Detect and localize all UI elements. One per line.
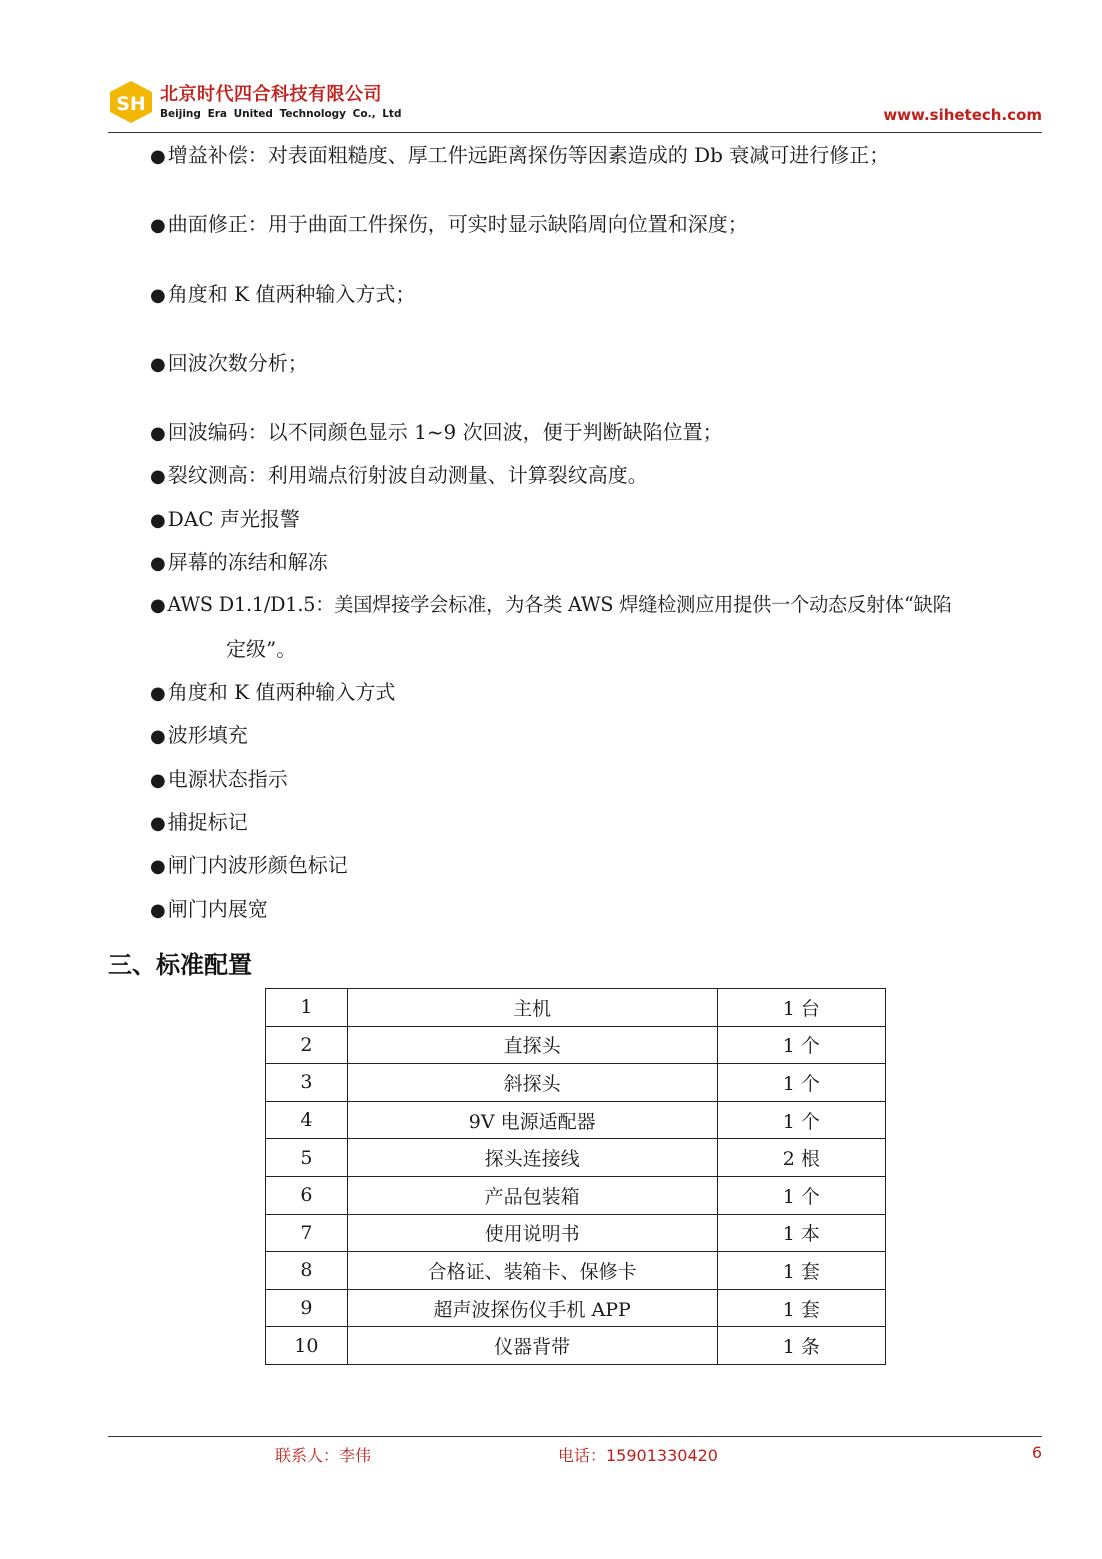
footer-contact: 联系人：李伟 [275,1446,372,1465]
item-quantity: 1 个 [717,1026,885,1064]
item-name: 主机 [347,989,717,1027]
item-name: 9V 电源适配器 [347,1101,717,1139]
bullet-icon: ● [150,215,166,236]
table-row [266,1101,886,1139]
row-number: 7 [266,1214,348,1252]
bullet-icon: ● [150,354,166,375]
table-row [266,1289,886,1327]
table-row [266,1139,886,1177]
company-logo-icon [108,80,154,124]
row-number: 9 [266,1289,348,1327]
item-name: 探头连接线 [347,1139,717,1177]
feature-item: ● 回波编码：以不同颜色显示 1~9 次回波，便于判断缺陷位置； [150,420,723,444]
logo-text: SH [116,93,146,115]
bullet-icon: ● [150,553,166,574]
row-number: 10 [266,1327,348,1365]
feature-item: ● AWS D1.1/D1.5：美国焊接学会标准，为各类 AWS 焊缝检测应用提供一个动态反射体“缺陷 [150,593,952,616]
bullet-icon: ● [150,510,166,531]
feature-item: ● 电源状态指示 [150,767,288,791]
item-quantity: 1 个 [717,1101,885,1139]
feature-item: ● 裂纹测高：利用端点衍射波自动测量、计算裂纹高度。 [150,463,648,487]
feature-item: ● 屏幕的冻结和解冻 [150,550,328,574]
bullet-icon: ● [150,423,166,444]
row-number: 1 [266,989,348,1027]
item-name: 仪器背带 [347,1327,717,1365]
page-header [108,76,1042,133]
bullet-icon: ● [150,683,166,704]
company-name-en: Beijing Era United Technology Co., Ltd [160,108,402,120]
bullet-icon: ● [150,595,166,616]
feature-item-continuation: 定级”。 [226,637,297,661]
table-row [266,989,886,1027]
bullet-icon: ● [150,285,166,306]
feature-item: ● 闸门内波形颜色标记 [150,853,348,877]
standard-config-table [265,988,886,1365]
feature-item: ● 回波次数分析； [150,351,308,375]
item-name: 使用说明书 [347,1214,717,1252]
row-number: 5 [266,1139,348,1177]
table-row [266,1252,886,1290]
footer-phone: 电话：15901330420 [558,1446,718,1465]
bullet-icon: ● [150,770,166,791]
row-number: 6 [266,1176,348,1214]
item-name: 超声波探伤仪手机 APP [347,1289,717,1327]
item-quantity: 1 个 [717,1064,885,1102]
feature-item: ● 捕捉标记 [150,810,248,834]
bullet-icon: ● [150,466,166,487]
feature-item: ● DAC 声光报警 [150,507,300,531]
item-quantity: 1 本 [717,1214,885,1252]
table-row [266,1214,886,1252]
company-name-cn: 北京时代四合科技有限公司 [160,84,382,105]
item-quantity: 2 根 [717,1139,885,1177]
feature-item: ● 角度和 K 值两种输入方式； [150,282,416,306]
row-number: 4 [266,1101,348,1139]
item-quantity: 1 套 [717,1289,885,1327]
bullet-icon: ● [150,726,166,747]
footer-divider [108,1436,1042,1437]
item-name: 合格证、装箱卡、保修卡 [347,1252,717,1290]
item-quantity: 1 个 [717,1176,885,1214]
website-link[interactable]: www.sihetech.com [883,106,1042,124]
row-number: 8 [266,1252,348,1290]
feature-item: ● 曲面修正：用于曲面工件探伤，可实时显示缺陷周向位置和深度； [150,212,748,236]
bullet-icon: ● [150,146,166,167]
row-number: 2 [266,1026,348,1064]
feature-item: ● 角度和 K 值两种输入方式 [150,680,396,704]
row-number: 3 [266,1064,348,1102]
bullet-icon: ● [150,900,166,921]
item-name: 直探头 [347,1026,717,1064]
item-quantity: 1 条 [717,1327,885,1365]
bullet-icon: ● [150,813,166,834]
feature-item: ● 波形填充 [150,723,248,747]
item-name: 斜探头 [347,1064,717,1102]
feature-item: ● 闸门内展宽 [150,897,268,921]
bullet-icon: ● [150,856,166,877]
table-row [266,1064,886,1102]
table-row [266,1176,886,1214]
feature-item: ● 增益补偿：对表面粗糙度、厚工件远距离探伤等因素造成的 Db 衰减可进行修正； [150,143,890,167]
item-quantity: 1 套 [717,1252,885,1290]
item-name: 产品包装箱 [347,1176,717,1214]
table-row [266,1327,886,1365]
page-number: 6 [1031,1443,1042,1462]
item-quantity: 1 台 [717,989,885,1027]
section-title: 三、标准配置 [108,951,252,979]
table-row [266,1026,886,1064]
